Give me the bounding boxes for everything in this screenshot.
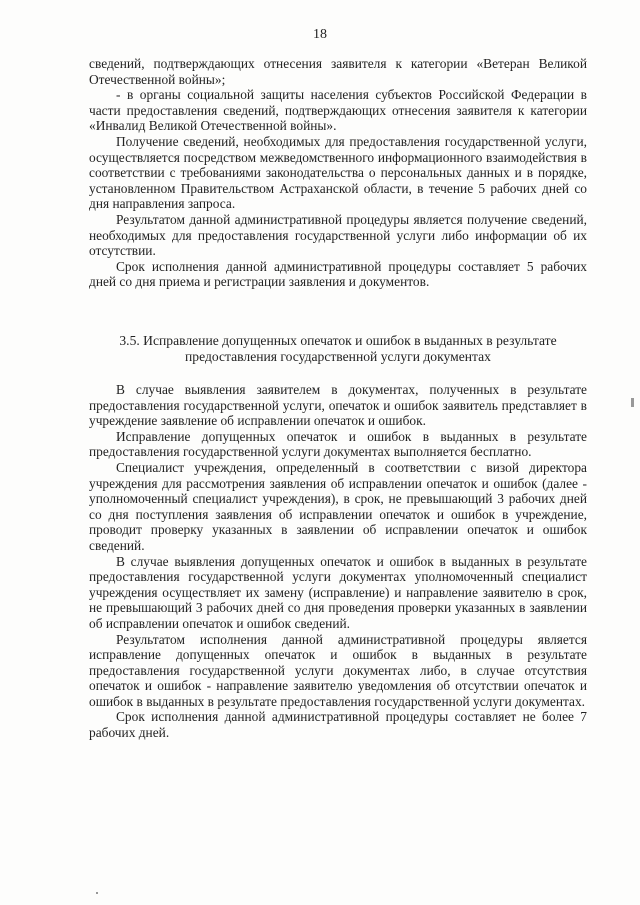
paragraph: Результатом исполнения данной административной процедуры является исправление допущенных опечаток и ошибок в выданных в результате предоставления государственной услуги документах либо, в случае отсутствия опечаток и ошибок - направление заявителю уведомления об отсутствии опечаток и ошибок в выданных в результате предоставления государственной услуги документах. [89,631,587,709]
paragraph: Срок исполнения данной административной процедуры составляет не более 7 рабочих дней. [89,709,587,741]
paragraph: Срок исполнения данной административной процедуры составляет 5 рабочих дней со дня приема и регистрации заявления и документов. [89,258,587,290]
section-heading [89,333,587,365]
page-number: 18 [313,27,327,42]
paragraph: Результатом данной административной процедуры является получение сведений, необходимых для предоставления государственной услуги либо информации об их отсутствии. [89,211,587,259]
text-block-section-3-5 [89,382,587,741]
scan-speck [96,892,98,894]
section-heading-line: предоставления государственной услуги документах [185,349,491,364]
section-heading-line: 3.5. Исправление допущенных опечаток и ошибок в выданных в результате [119,333,557,348]
paragraph: Исправление допущенных опечаток и ошибок в выданных в результате предоставления государственной услуги документах выполняется бесплатно. [89,428,587,460]
paragraph: В случае выявления допущенных опечаток и ошибок в выданных в результате предоставления государственной услуги документах уполномоченный специалист учреждения осуществляет их замену (исправление) и направление заявителю в срок, не превышающий 3 рабочих дней со дня проведения проверки указанных в заявлении об исправлении опечаток и ошибок сведений. [89,553,587,631]
text-block-intro [89,56,587,290]
paragraph: сведений, подтверждающих отнесения заявителя к категории «Ветеран Великой Отечественной войны»; [89,56,587,87]
paragraph: В случае выявления заявителем в документах, полученных в результате предоставления государственной услуги, опечаток и ошибок заявитель представляет в учреждение заявление об исправлении опечаток и ошибок. [89,382,587,429]
scan-margin-mark [631,398,634,407]
paragraph: - в органы социальной защиты населения субъектов Российской Федерации в части предоставления сведений, подтверждающих отнесения заявителя к категории «Инвалид Великой Отечественной войны». [89,87,587,134]
paragraph: Получение сведений, необходимых для предоставления государственной услуги, осуществляется посредством межведомственного информационного взаимодействия в соответствии с требованиями законодательства о персональных данных и в порядке, установленном Правительством Астраханской области, в течение 5 рабочих дней со дня направления запроса. [89,133,587,212]
paragraph: Специалист учреждения, определенный в соответствии с визой директора учреждения для рассмотрения заявления об исправлении опечаток и ошибок (далее - уполномоченный специалист учреждения), в срок, не превышающий 3 рабочих дней со дня поступления заявления об исправлении опечаток и ошибок в учреждение, проводит проверку указанных в заявлении об исправлении опечаток и ошибок сведений. [89,459,587,553]
